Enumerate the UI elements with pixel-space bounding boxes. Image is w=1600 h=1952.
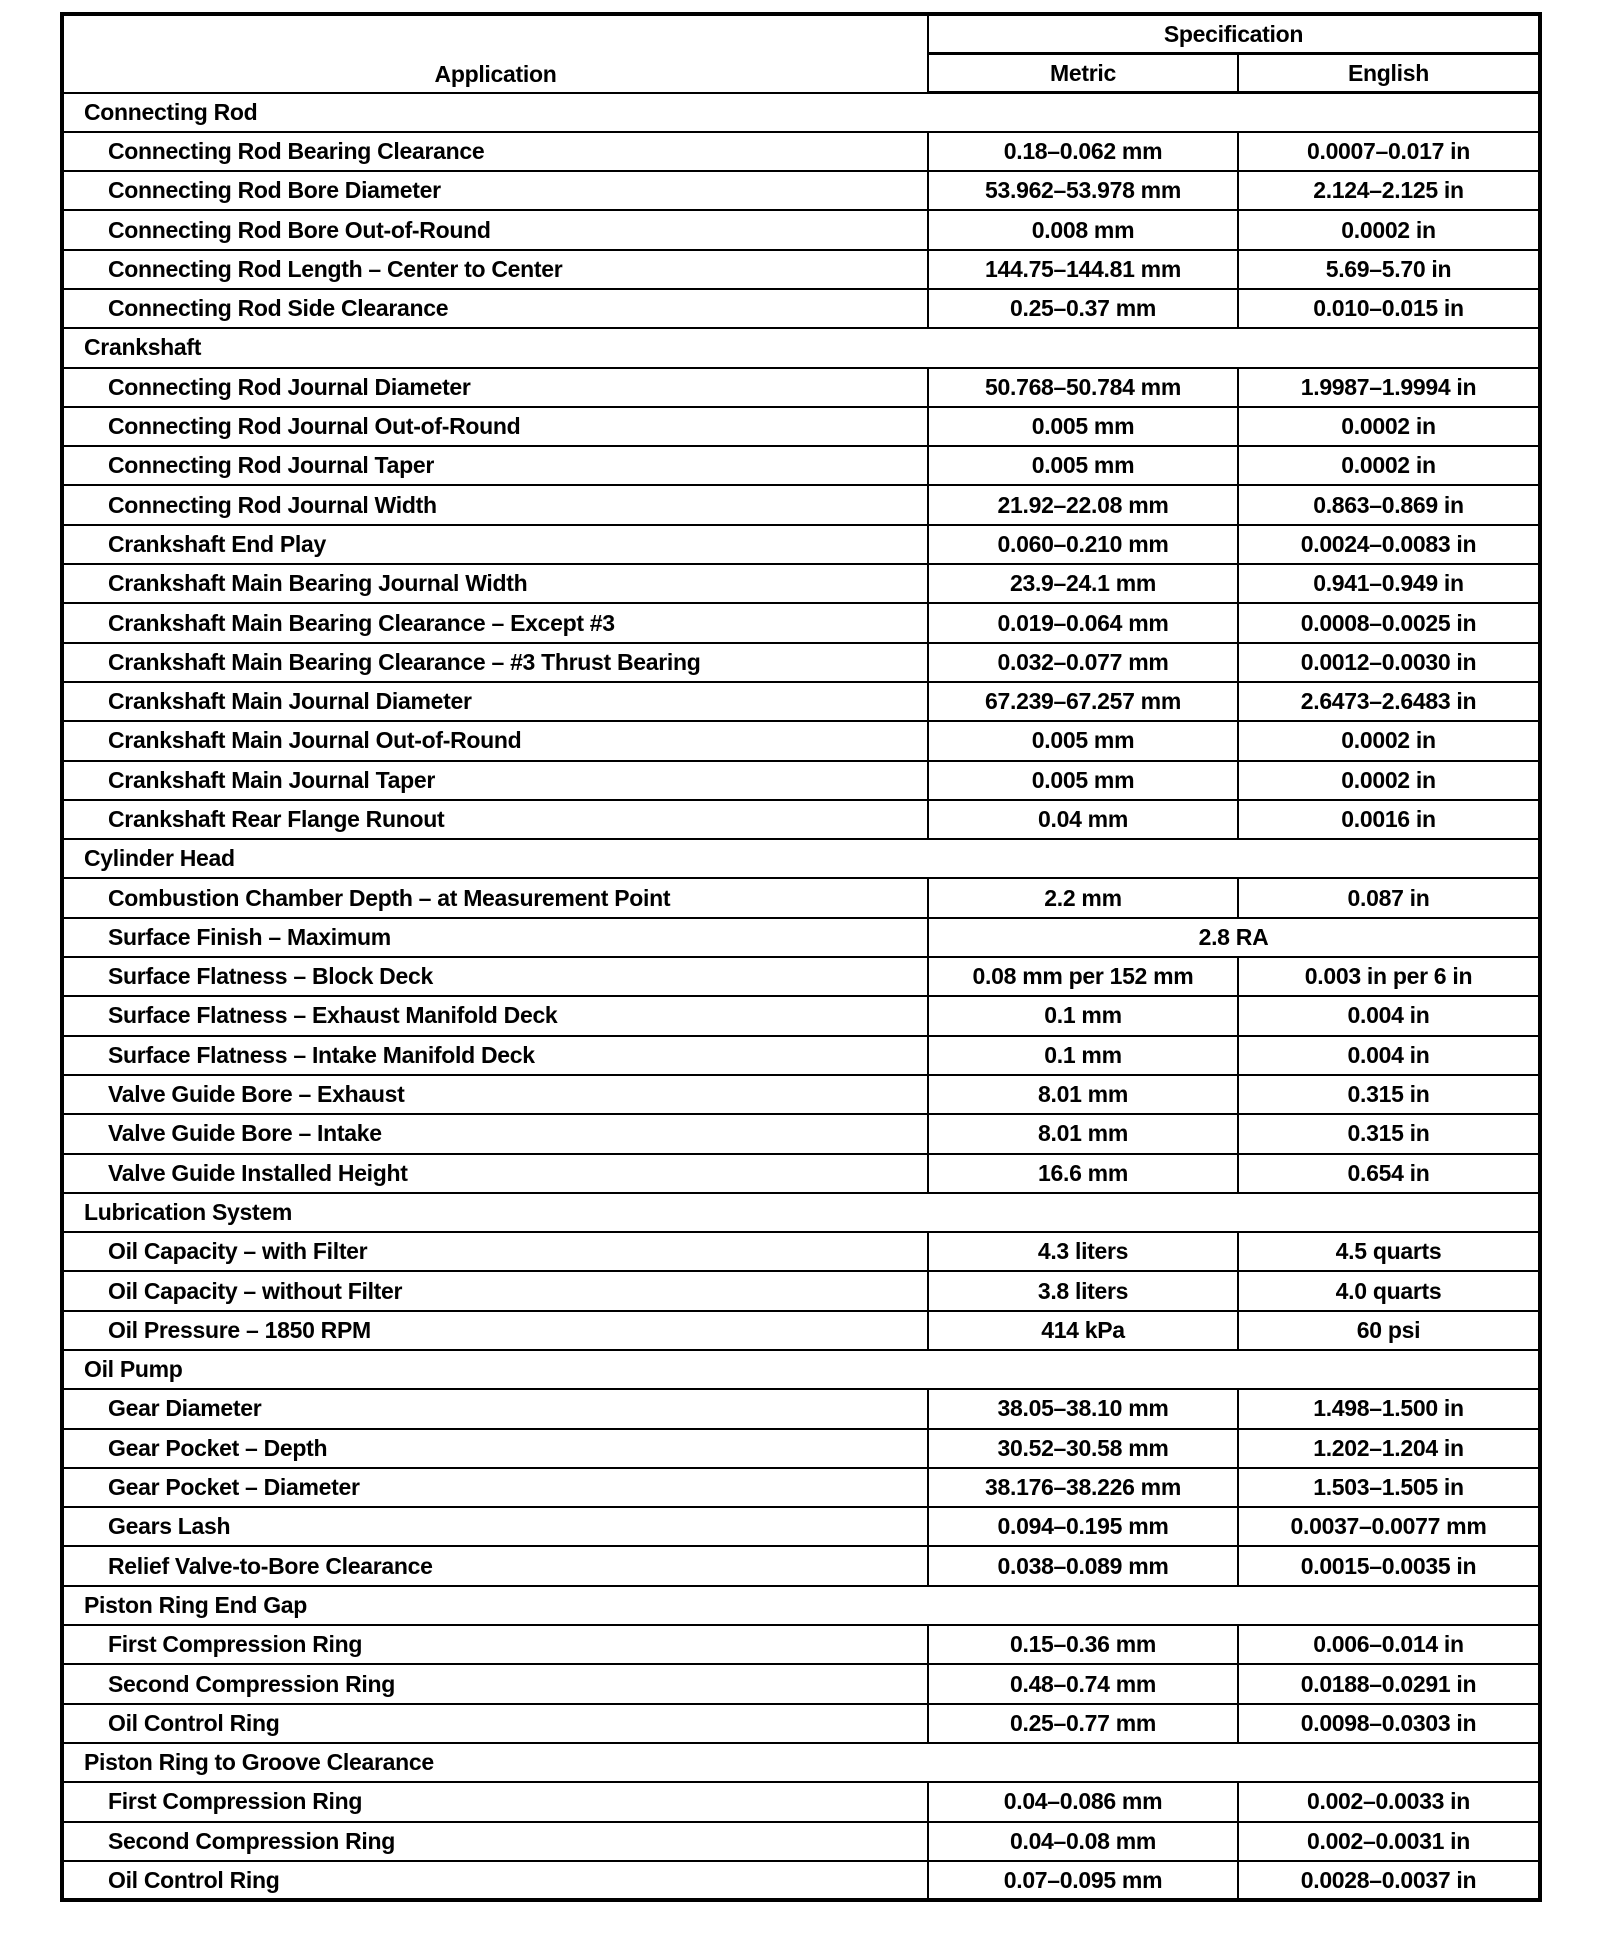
application-cell: Crankshaft Main Bearing Clearance – #3 Thrust Bearing — [62, 643, 928, 682]
metric-cell: 38.176–38.226 mm — [928, 1468, 1238, 1507]
application-cell: Combustion Chamber Depth – at Measurement Point — [62, 878, 928, 917]
english-cell: 0.0002 in — [1238, 761, 1540, 800]
table-row — [62, 1311, 1540, 1350]
application-cell: Crankshaft Main Journal Diameter — [62, 682, 928, 721]
table-row — [62, 1271, 1540, 1310]
english-cell: 0.004 in — [1238, 996, 1540, 1035]
metric-cell: 67.239–67.257 mm — [928, 682, 1238, 721]
table-row — [62, 1232, 1540, 1271]
application-cell: Crankshaft Main Bearing Clearance – Except #3 — [62, 603, 928, 642]
english-cell: 1.9987–1.9994 in — [1238, 368, 1540, 407]
english-cell: 0.010–0.015 in — [1238, 289, 1540, 328]
application-cell: Oil Capacity – with Filter — [62, 1232, 928, 1271]
metric-cell: 50.768–50.784 mm — [928, 368, 1238, 407]
table-row — [62, 1822, 1540, 1861]
application-cell: Second Compression Ring — [62, 1822, 928, 1861]
metric-cell: 0.25–0.37 mm — [928, 289, 1238, 328]
table-row — [62, 1546, 1540, 1585]
metric-cell: 0.15–0.36 mm — [928, 1625, 1238, 1664]
application-cell: Crankshaft Main Bearing Journal Width — [62, 564, 928, 603]
application-cell: Connecting Rod Side Clearance — [62, 289, 928, 328]
table-row — [62, 407, 1540, 446]
table-row — [62, 957, 1540, 996]
metric-cell: 0.005 mm — [928, 407, 1238, 446]
table-row — [62, 800, 1540, 839]
metric-cell: 8.01 mm — [928, 1114, 1238, 1153]
section-row — [62, 1350, 1540, 1389]
english-cell: 0.0016 in — [1238, 800, 1540, 839]
table-row — [62, 603, 1540, 642]
section-row — [62, 1193, 1540, 1232]
english-cell: 0.863–0.869 in — [1238, 485, 1540, 524]
english-cell: 0.0015–0.0035 in — [1238, 1546, 1540, 1585]
application-cell: Crankshaft Main Journal Out-of-Round — [62, 721, 928, 760]
metric-cell: 414 kPa — [928, 1311, 1238, 1350]
table-row — [62, 446, 1540, 485]
metric-cell: 0.005 mm — [928, 761, 1238, 800]
metric-cell: 8.01 mm — [928, 1075, 1238, 1114]
application-cell: Connecting Rod Bore Diameter — [62, 171, 928, 210]
metric-cell: 0.04–0.08 mm — [928, 1822, 1238, 1861]
metric-cell: 144.75–144.81 mm — [928, 250, 1238, 289]
english-cell: 0.002–0.0033 in — [1238, 1782, 1540, 1821]
english-cell: 0.0028–0.0037 in — [1238, 1861, 1540, 1900]
application-cell: Oil Pressure – 1850 RPM — [62, 1311, 928, 1350]
section-title: Cylinder Head — [62, 839, 1540, 878]
table-row — [62, 761, 1540, 800]
english-cell: 0.315 in — [1238, 1114, 1540, 1153]
spec-table — [60, 12, 1542, 1902]
english-cell: 0.006–0.014 in — [1238, 1625, 1540, 1664]
application-cell: Oil Control Ring — [62, 1704, 928, 1743]
english-cell: 60 psi — [1238, 1311, 1540, 1350]
table-row — [62, 1782, 1540, 1821]
application-cell: Gear Pocket – Depth — [62, 1429, 928, 1468]
section-row — [62, 328, 1540, 367]
application-cell: Crankshaft End Play — [62, 525, 928, 564]
english-cell: 0.0188–0.0291 in — [1238, 1664, 1540, 1703]
metric-cell: 0.094–0.195 mm — [928, 1507, 1238, 1546]
metric-cell: 0.005 mm — [928, 446, 1238, 485]
english-cell: 0.004 in — [1238, 1036, 1540, 1075]
metric-cell: 2.2 mm — [928, 878, 1238, 917]
english-header: English — [1238, 54, 1540, 93]
metric-cell: 53.962–53.978 mm — [928, 171, 1238, 210]
section-title: Piston Ring to Groove Clearance — [62, 1743, 1540, 1782]
table-row — [62, 1429, 1540, 1468]
section-row — [62, 1743, 1540, 1782]
metric-cell: 21.92–22.08 mm — [928, 485, 1238, 524]
english-cell: 0.0098–0.0303 in — [1238, 1704, 1540, 1743]
application-cell: Surface Finish – Maximum — [62, 918, 928, 957]
metric-cell: 0.04–0.086 mm — [928, 1782, 1238, 1821]
section-title: Connecting Rod — [62, 93, 1540, 132]
table-row — [62, 996, 1540, 1035]
application-cell: First Compression Ring — [62, 1782, 928, 1821]
metric-cell: 0.04 mm — [928, 800, 1238, 839]
table-row — [62, 525, 1540, 564]
table-row — [62, 171, 1540, 210]
english-cell: 0.0002 in — [1238, 407, 1540, 446]
english-cell: 1.498–1.500 in — [1238, 1389, 1540, 1428]
application-cell: Gear Diameter — [62, 1389, 928, 1428]
table-row — [62, 289, 1540, 328]
table-row — [62, 1625, 1540, 1664]
english-cell: 2.124–2.125 in — [1238, 171, 1540, 210]
application-cell: Connecting Rod Journal Taper — [62, 446, 928, 485]
english-cell: 1.202–1.204 in — [1238, 1429, 1540, 1468]
table-row — [62, 1468, 1540, 1507]
table-row — [62, 1114, 1540, 1153]
application-cell: Connecting Rod Length – Center to Center — [62, 250, 928, 289]
metric-cell: 30.52–30.58 mm — [928, 1429, 1238, 1468]
metric-cell: 0.038–0.089 mm — [928, 1546, 1238, 1585]
metric-header: Metric — [928, 54, 1238, 93]
metric-cell: 0.08 mm per 152 mm — [928, 957, 1238, 996]
table-row — [62, 1036, 1540, 1075]
table-row — [62, 250, 1540, 289]
application-cell: Connecting Rod Journal Out-of-Round — [62, 407, 928, 446]
metric-cell: 16.6 mm — [928, 1154, 1238, 1193]
application-cell: Surface Flatness – Exhaust Manifold Deck — [62, 996, 928, 1035]
section-row — [62, 839, 1540, 878]
application-cell: Crankshaft Rear Flange Runout — [62, 800, 928, 839]
metric-cell: 3.8 liters — [928, 1271, 1238, 1310]
application-header: Application — [62, 14, 928, 93]
application-cell: Crankshaft Main Journal Taper — [62, 761, 928, 800]
application-cell: Surface Flatness – Intake Manifold Deck — [62, 1036, 928, 1075]
application-cell: Relief Valve-to-Bore Clearance — [62, 1546, 928, 1585]
table-row — [62, 485, 1540, 524]
table-body — [62, 93, 1540, 1901]
metric-cell: 0.005 mm — [928, 721, 1238, 760]
application-cell: Surface Flatness – Block Deck — [62, 957, 928, 996]
section-row — [62, 93, 1540, 132]
metric-cell: 4.3 liters — [928, 1232, 1238, 1271]
table-row — [62, 878, 1540, 917]
application-cell: Gears Lash — [62, 1507, 928, 1546]
table-row — [62, 918, 1540, 957]
section-title: Piston Ring End Gap — [62, 1586, 1540, 1625]
section-title: Crankshaft — [62, 328, 1540, 367]
english-cell: 0.0024–0.0083 in — [1238, 525, 1540, 564]
english-cell: 0.0002 in — [1238, 721, 1540, 760]
application-cell: Oil Control Ring — [62, 1861, 928, 1900]
metric-cell: 38.05–38.10 mm — [928, 1389, 1238, 1428]
english-cell: 0.0002 in — [1238, 446, 1540, 485]
table-row — [62, 1389, 1540, 1428]
metric-cell: 0.1 mm — [928, 996, 1238, 1035]
application-cell: Connecting Rod Journal Width — [62, 485, 928, 524]
english-cell: 0.003 in per 6 in — [1238, 957, 1540, 996]
table-row — [62, 721, 1540, 760]
application-cell: Connecting Rod Bearing Clearance — [62, 132, 928, 171]
metric-cell: 0.060–0.210 mm — [928, 525, 1238, 564]
english-cell: 0.087 in — [1238, 878, 1540, 917]
english-cell: 0.941–0.949 in — [1238, 564, 1540, 603]
table-row — [62, 1704, 1540, 1743]
application-cell: Connecting Rod Bore Out-of-Round — [62, 210, 928, 249]
application-cell: Gear Pocket – Diameter — [62, 1468, 928, 1507]
application-cell: Valve Guide Installed Height — [62, 1154, 928, 1193]
english-cell: 0.0037–0.0077 mm — [1238, 1507, 1540, 1546]
english-cell: 0.0008–0.0025 in — [1238, 603, 1540, 642]
section-row — [62, 1586, 1540, 1625]
application-cell: Valve Guide Bore – Intake — [62, 1114, 928, 1153]
metric-cell: 0.48–0.74 mm — [928, 1664, 1238, 1703]
metric-cell: 0.019–0.064 mm — [928, 603, 1238, 642]
english-cell: 4.0 quarts — [1238, 1271, 1540, 1310]
metric-cell: 0.25–0.77 mm — [928, 1704, 1238, 1743]
application-cell: Second Compression Ring — [62, 1664, 928, 1703]
table-row — [62, 210, 1540, 249]
table-row — [62, 1075, 1540, 1114]
english-cell: 0.0012–0.0030 in — [1238, 643, 1540, 682]
application-cell: Oil Capacity – without Filter — [62, 1271, 928, 1310]
table-row — [62, 1507, 1540, 1546]
english-cell: 0.0007–0.017 in — [1238, 132, 1540, 171]
english-cell: 4.5 quarts — [1238, 1232, 1540, 1271]
table-row — [62, 368, 1540, 407]
english-cell: 0.002–0.0031 in — [1238, 1822, 1540, 1861]
table-row — [62, 682, 1540, 721]
table-row — [62, 643, 1540, 682]
table-row — [62, 1154, 1540, 1193]
section-title: Lubrication System — [62, 1193, 1540, 1232]
metric-cell: 0.032–0.077 mm — [928, 643, 1238, 682]
combined-value-cell: 2.8 RA — [928, 918, 1540, 957]
application-cell: Valve Guide Bore – Exhaust — [62, 1075, 928, 1114]
table-row — [62, 132, 1540, 171]
application-cell: First Compression Ring — [62, 1625, 928, 1664]
metric-cell: 23.9–24.1 mm — [928, 564, 1238, 603]
section-title: Oil Pump — [62, 1350, 1540, 1389]
english-cell: 0.0002 in — [1238, 210, 1540, 249]
english-cell: 0.654 in — [1238, 1154, 1540, 1193]
english-cell: 0.315 in — [1238, 1075, 1540, 1114]
table-header — [62, 14, 1540, 93]
metric-cell: 0.07–0.095 mm — [928, 1861, 1238, 1900]
table-row — [62, 1861, 1540, 1900]
english-cell: 1.503–1.505 in — [1238, 1468, 1540, 1507]
english-cell: 2.6473–2.6483 in — [1238, 682, 1540, 721]
metric-cell: 0.1 mm — [928, 1036, 1238, 1075]
application-cell: Connecting Rod Journal Diameter — [62, 368, 928, 407]
table-row — [62, 564, 1540, 603]
table-row — [62, 1664, 1540, 1703]
english-cell: 5.69–5.70 in — [1238, 250, 1540, 289]
metric-cell: 0.008 mm — [928, 210, 1238, 249]
specification-header: Specification — [928, 14, 1540, 54]
metric-cell: 0.18–0.062 mm — [928, 132, 1238, 171]
